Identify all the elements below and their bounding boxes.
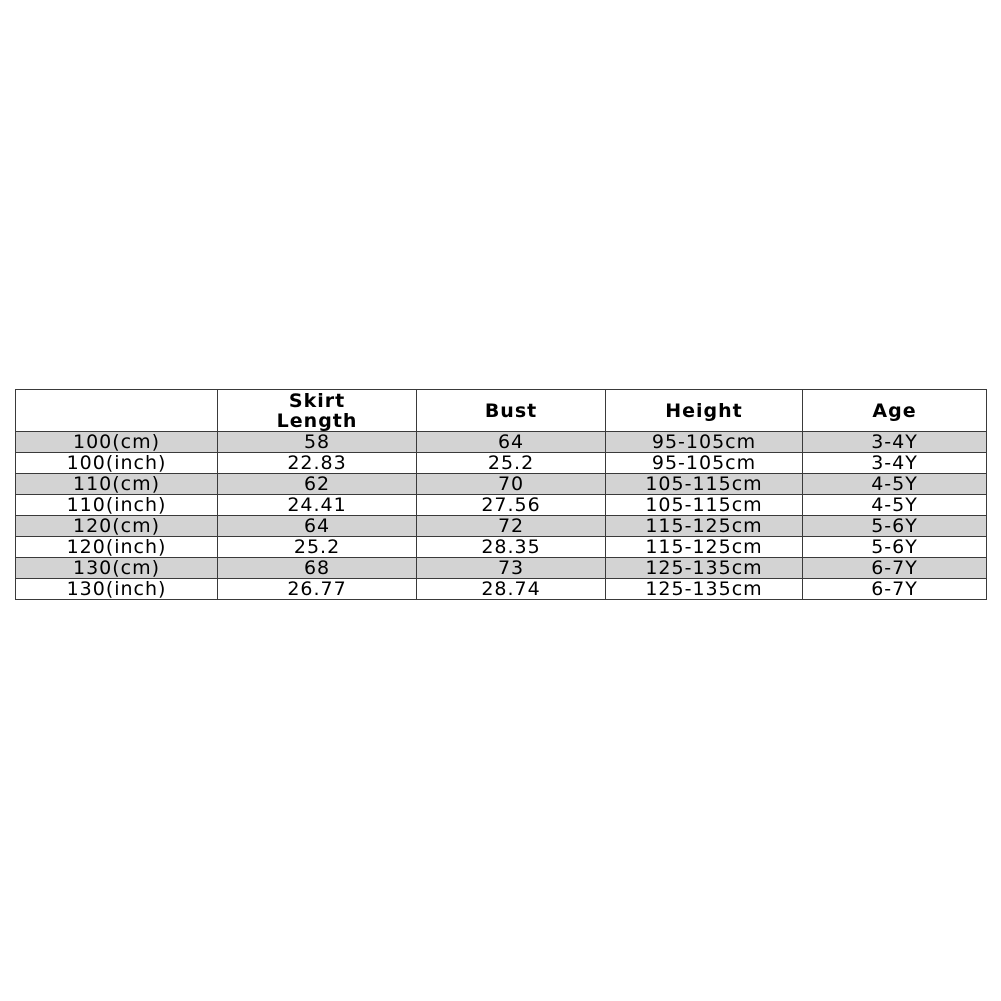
header-size — [16, 390, 218, 432]
table-row — [16, 453, 987, 474]
size-cell: 100(inch) — [16, 453, 218, 474]
age-cell: 6-7Y — [803, 558, 987, 579]
table-row — [16, 432, 987, 453]
header-bust: Bust — [417, 390, 606, 432]
table-row — [16, 474, 987, 495]
size-cell: 110(inch) — [16, 495, 218, 516]
skirt-length-cell: 58 — [218, 432, 417, 453]
height-cell: 95-105cm — [606, 453, 803, 474]
header-height: Height — [606, 390, 803, 432]
table-row — [16, 579, 987, 600]
table-row — [16, 495, 987, 516]
skirt-length-cell: 26.77 — [218, 579, 417, 600]
height-cell: 95-105cm — [606, 432, 803, 453]
size-cell: 130(cm) — [16, 558, 218, 579]
bust-cell: 72 — [417, 516, 606, 537]
size-chart-body — [16, 432, 987, 600]
age-cell: 3-4Y — [803, 432, 987, 453]
age-cell: 5-6Y — [803, 537, 987, 558]
bust-cell: 28.35 — [417, 537, 606, 558]
size-chart-header — [16, 390, 987, 432]
skirt-length-cell: 22.83 — [218, 453, 417, 474]
skirt-length-cell: 68 — [218, 558, 417, 579]
bust-cell: 70 — [417, 474, 606, 495]
size-cell: 110(cm) — [16, 474, 218, 495]
size-cell: 120(cm) — [16, 516, 218, 537]
header-skirt-length-label: Skirt Length — [276, 389, 358, 432]
height-cell: 105-115cm — [606, 474, 803, 495]
skirt-length-cell: 62 — [218, 474, 417, 495]
height-cell: 115-125cm — [606, 537, 803, 558]
header-age: Age — [803, 390, 987, 432]
bust-cell: 73 — [417, 558, 606, 579]
size-chart-table — [15, 389, 987, 600]
table-row — [16, 516, 987, 537]
height-cell: 125-135cm — [606, 558, 803, 579]
header-skirt-length — [218, 390, 417, 432]
height-cell: 125-135cm — [606, 579, 803, 600]
header-row — [16, 390, 987, 432]
age-cell: 4-5Y — [803, 495, 987, 516]
size-cell: 100(cm) — [16, 432, 218, 453]
skirt-length-cell: 25.2 — [218, 537, 417, 558]
size-cell: 130(inch) — [16, 579, 218, 600]
bust-cell: 25.2 — [417, 453, 606, 474]
age-cell: 5-6Y — [803, 516, 987, 537]
height-cell: 115-125cm — [606, 516, 803, 537]
age-cell: 6-7Y — [803, 579, 987, 600]
age-cell: 3-4Y — [803, 453, 987, 474]
bust-cell: 64 — [417, 432, 606, 453]
table-row — [16, 537, 987, 558]
age-cell: 4-5Y — [803, 474, 987, 495]
skirt-length-cell: 64 — [218, 516, 417, 537]
size-cell: 120(inch) — [16, 537, 218, 558]
bust-cell: 27.56 — [417, 495, 606, 516]
height-cell: 105-115cm — [606, 495, 803, 516]
table-row — [16, 558, 987, 579]
bust-cell: 28.74 — [417, 579, 606, 600]
skirt-length-cell: 24.41 — [218, 495, 417, 516]
